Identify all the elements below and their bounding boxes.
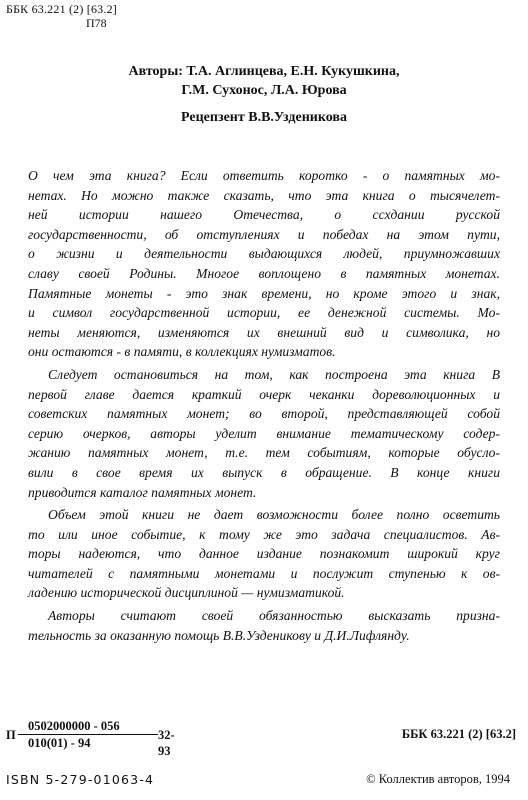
- text-line: торы надеются, что данное издание познакомит широкий круг: [28, 546, 500, 562]
- text-line: Авторы считают своей обязанностью высказать призна-: [48, 608, 500, 624]
- text-line: вили в свое время их выпуск в обращение. В конце книги: [28, 464, 500, 480]
- text-line: жанию памятных монет, т.е. тем событиям, которые обусло-: [28, 445, 500, 461]
- text-line: государственности, об отступлениях и победах на этом пути,: [28, 226, 500, 242]
- authors-block: [0, 62, 528, 100]
- text-line: приводится каталог памятных монет.: [28, 484, 257, 500]
- code-numerator: 0502000000 - 056: [18, 718, 158, 735]
- text-line: ладению исторической дисциплиной — нумизматикой.: [28, 585, 345, 601]
- paragraph: [28, 166, 500, 362]
- text-line: неты меняются, изменяются их внешний вид и символика, но: [28, 324, 500, 340]
- bbk-code-top: ББК 63.221 (2) [63.2]: [6, 2, 117, 16]
- bbk-code-bottom: ББК 63.221 (2) [63.2]: [401, 727, 516, 741]
- text-line: О чем эта книга? Если ответить коротко - о памятных мо-: [28, 168, 500, 183]
- text-line: ней истории нашего Отечества, о ссхдании русской: [28, 207, 500, 223]
- text-line: то или иное событие, к тому же это задача специалистов. Ав-: [28, 526, 500, 542]
- text-line: Следует остановиться на том, как построена эта книга В: [48, 366, 500, 382]
- code-prefix: П: [6, 728, 16, 742]
- text-line: серию очерков, авторы уделит внимание тематическому содер-: [28, 425, 500, 441]
- paragraph: [28, 365, 500, 502]
- bbk-classification: [6, 2, 117, 30]
- text-line: нетах. Но можно также сказать, что эта книга о тысячелет-: [28, 187, 500, 203]
- text-line: тельность за оказанную помощь В.В.Узденикову и Д.И.Лифляндy.: [28, 627, 410, 643]
- paragraph: [28, 505, 500, 603]
- text-line: славу своей Родины. Многое воплощено в памятных монетах.: [28, 265, 500, 281]
- code-denominator: 010(01) - 94: [28, 736, 91, 750]
- text-line: читателей с памятными монетами и послужит ступенью к ов-: [28, 565, 500, 581]
- author-sign: П78: [86, 16, 107, 30]
- text-line: они остаются - в памяти, в коллекциях нумизматов.: [28, 344, 336, 360]
- copyright: © Коллектив авторов, 1994: [366, 772, 510, 786]
- authors-line-2: Г.М. Сухонос, Л.А. Юрова: [181, 83, 347, 98]
- code-suffix: 32-93: [158, 728, 175, 758]
- text-line: Памятные монеты - это знак времени, но кроме этого и знак,: [28, 285, 500, 301]
- reviewer-line: Рецепзент В.В.Узденикова: [181, 110, 347, 125]
- text-line: первой главе дается краткий очерк чеканки дореволюционных и: [28, 386, 500, 402]
- preface-text: [28, 166, 500, 645]
- paragraph: [28, 606, 500, 645]
- text-line: советских памятных монет; во второй, представляющей собой: [28, 406, 500, 422]
- text-line: Объем этой книги не дает возможности более полно осветить: [48, 507, 500, 523]
- isbn: ISBN 5-279-01063-4: [6, 772, 155, 787]
- authors-line-1: Авторы: Т.А. Аглинцева, Е.Н. Кукушкина,: [128, 64, 400, 79]
- code-fraction: [18, 718, 158, 751]
- text-line: и символ государственной истории, ее денежной системы. Мо-: [28, 305, 500, 321]
- text-line: о жизни и деятельности выдающихся людей, приумножавших: [28, 246, 500, 262]
